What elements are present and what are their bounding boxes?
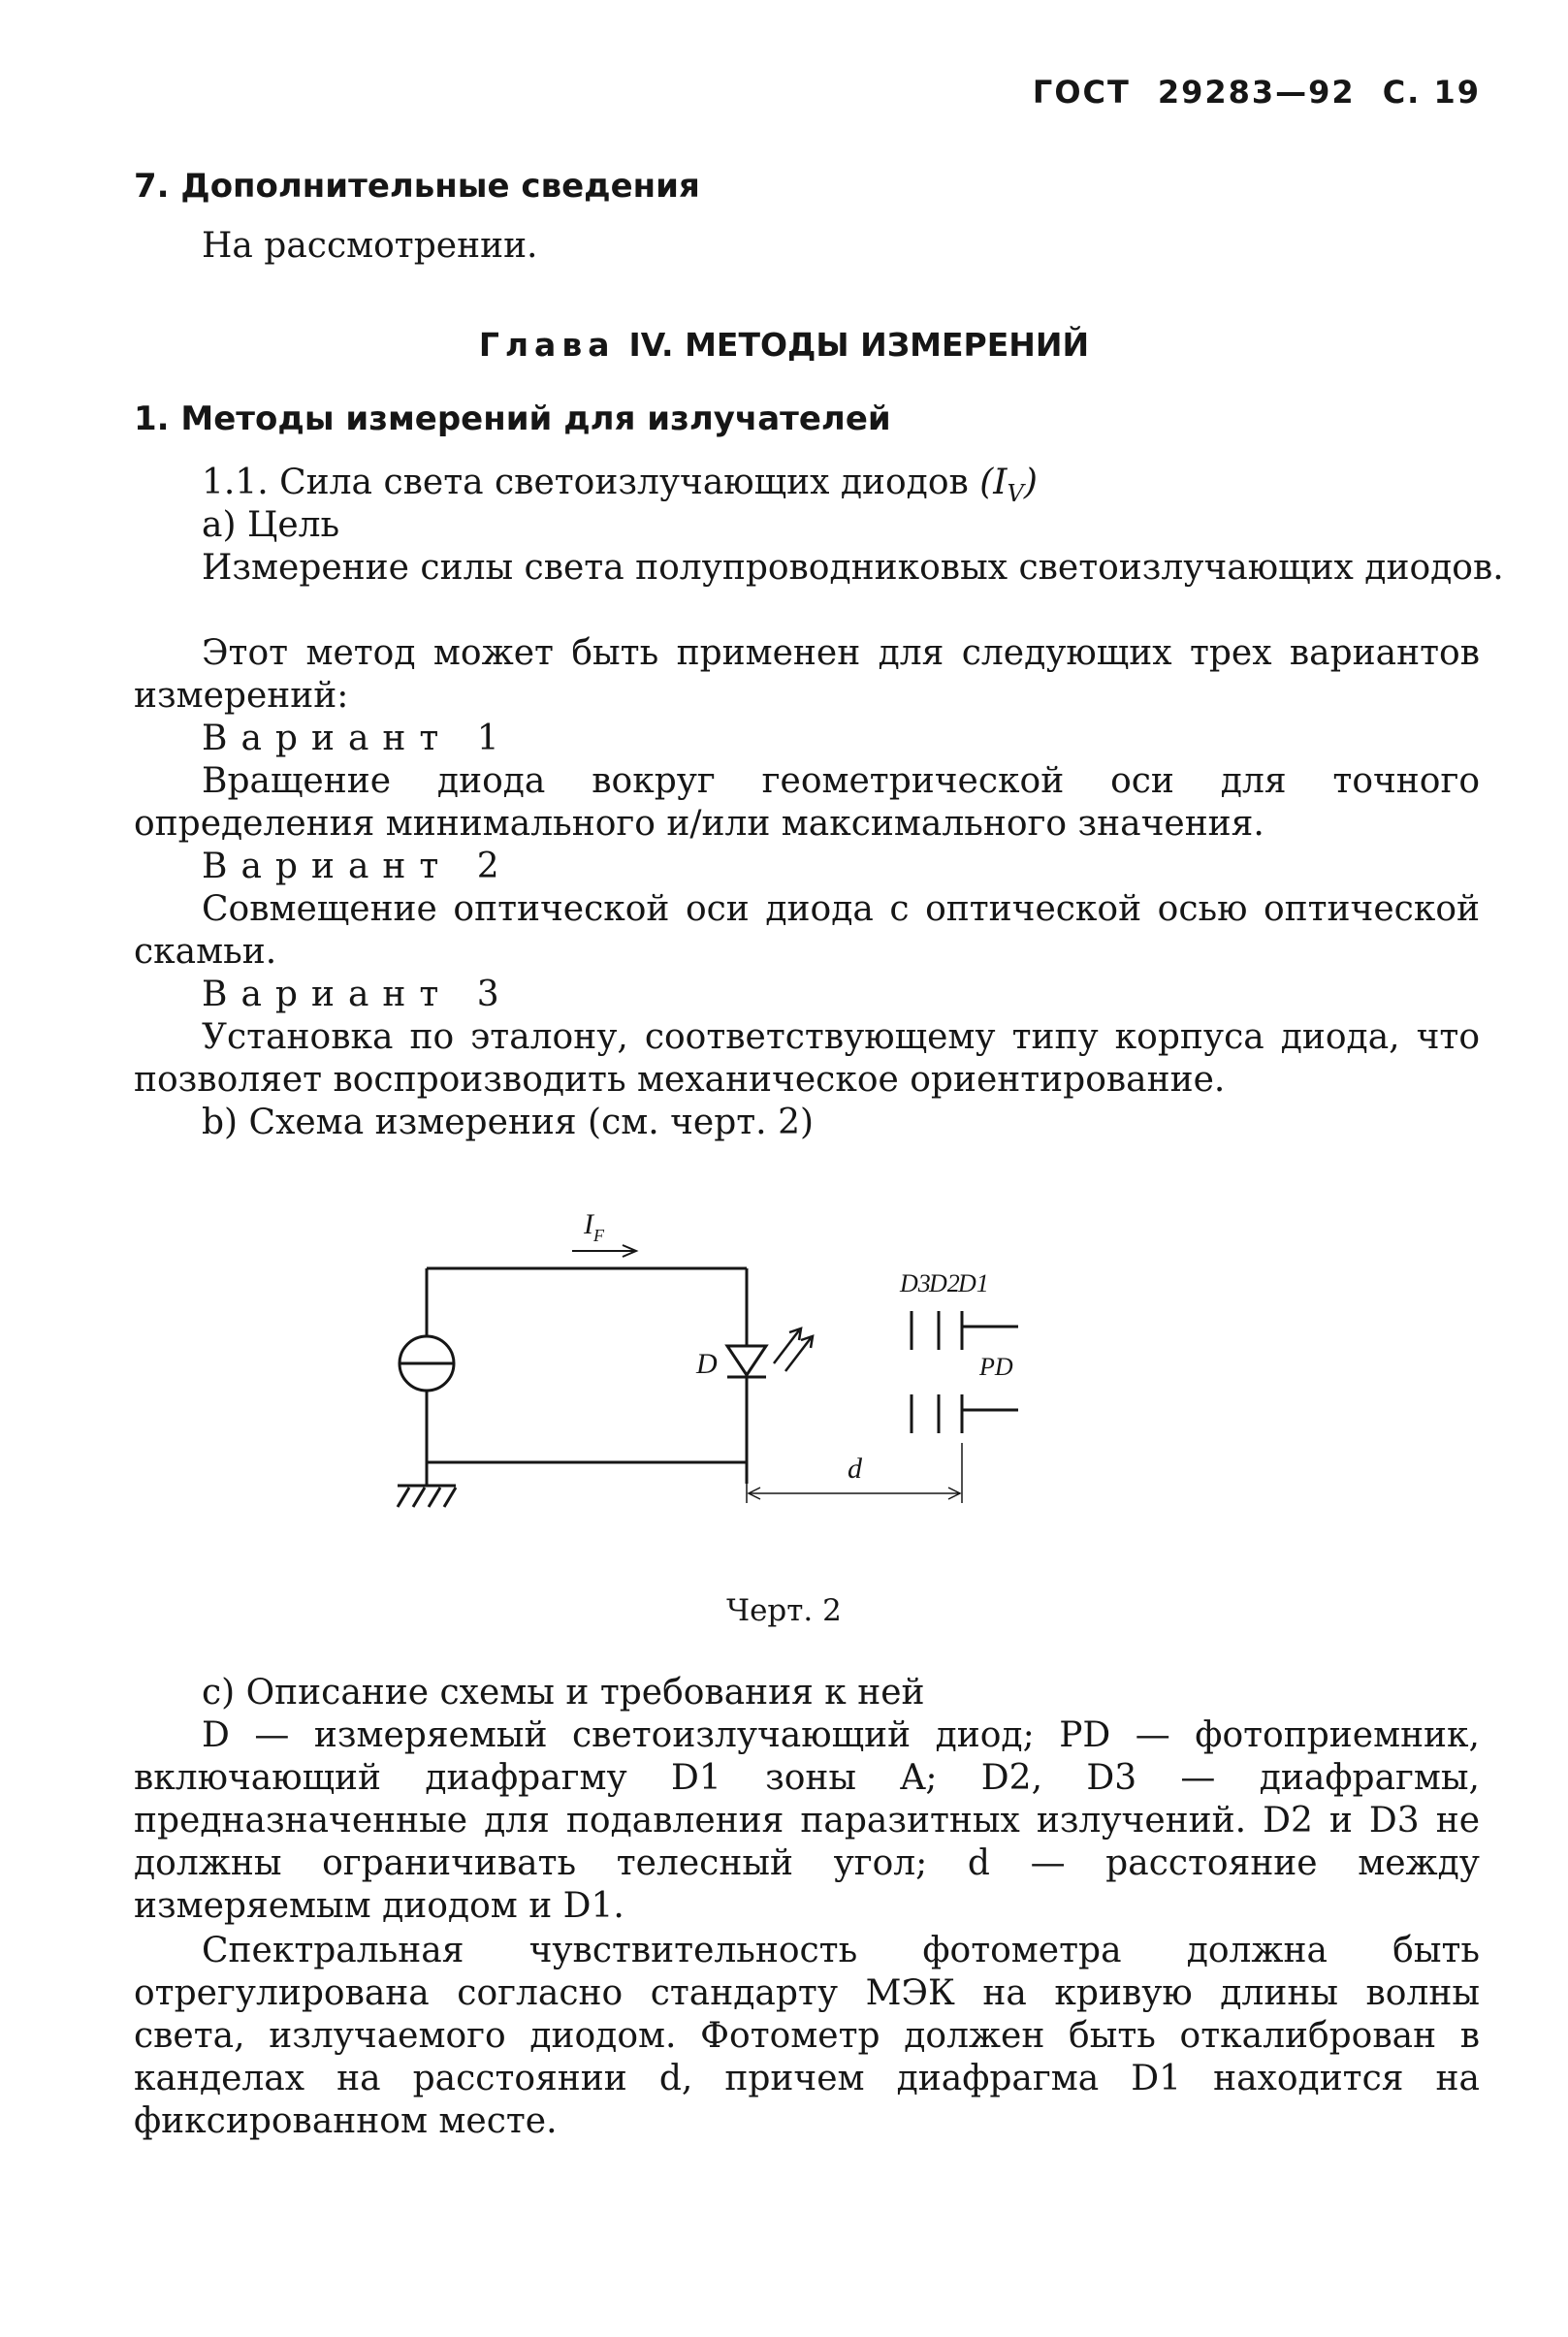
part-a-p1-text: Измерение силы света полупроводниковых светоизлучающих диодов. [202, 548, 1504, 588]
part-a-label: а) Цель [202, 505, 340, 545]
variant-1-text: Вращение диода вокруг геометрической оси для точного определения минимального и/или максимального значения. [134, 761, 1480, 844]
item-1-1-text: 1.1. Сила света светоизлучающих диодов [202, 463, 969, 502]
distance-label: d [848, 1453, 862, 1485]
part-c-label: с) Описание схемы и требования к ней [202, 1673, 925, 1713]
standard-label: ГОСТ [1032, 74, 1131, 111]
standard-number: 29283—92 [1157, 74, 1356, 111]
current-label [583, 1208, 605, 1245]
page-number: С. 19 [1382, 74, 1481, 111]
variant-3-text: Установка по эталону, соответствующему типу корпуса диода, что позволяет воспроизводить механическое ориентирование. [134, 1017, 1480, 1100]
part-c-paragraph-1: D — измеряемый светоизлучающий диод; PD — фотоприемник, включающий диафрагму D1 зоны A; D2, D3 — диафрагмы, предназначенные для подавления паразитных излучений. D2 и D3 не должны ограничивать телесный угол; d — расстояние между измеряемым диодом и D1. [134, 1715, 1480, 1926]
variant-2-text: Совмещение оптической оси диода с оптической осью оптической скамьи. [134, 889, 1480, 972]
measurement-circuit-diagram [368, 1191, 1241, 1550]
chapter-heading [0, 326, 1568, 364]
diode-label: D [696, 1348, 718, 1380]
diode-icon [727, 1346, 766, 1375]
chapter-prefix: Глава [478, 326, 616, 364]
part-a-paragraph-1 [134, 547, 1548, 590]
figure-caption: Черт. 2 [726, 1593, 842, 1628]
current-label-main: I [584, 1208, 593, 1240]
section-1-title: 1. Методы измерений для излучателей [134, 400, 891, 438]
running-header [1006, 74, 1481, 111]
current-label-sub: F [593, 1226, 604, 1245]
chapter-title: IV. МЕТОДЫ ИЗМЕРЕНИЙ [628, 326, 1090, 364]
section-7-body: На рассмотрении. [202, 226, 538, 266]
variant-3-label: Вариант 3 [202, 975, 513, 1014]
item-1-1-symbol: (I [979, 463, 1008, 502]
item-1-1-symbol-close: ) [1023, 463, 1038, 502]
part-b-label: b) Схема измерения (см. черт. 2) [202, 1103, 815, 1142]
section-7-title: 7. Дополнительные сведения [134, 167, 700, 206]
part-a-p2-text: Этот метод может быть применен для следующих трех вариантов измерений: [134, 633, 1480, 716]
variant-1-label: Вариант 1 [202, 719, 513, 758]
photodetector-label: PD [979, 1353, 1013, 1381]
diaphragm-d3-label: D3 [900, 1269, 931, 1297]
diaphragm-d2-label: D2 [929, 1269, 960, 1297]
item-1-1-symbol-sub: V [1007, 480, 1024, 508]
diaphragm-d1-label: D1 [958, 1269, 989, 1297]
part-c-paragraph-2: Спектральная чувствительность фотометра должна быть отрегулирована согласно стандарту МЭК на кривую длины волны света, излучаемого диодом. Фотометр должен быть откалиброван в канделах на расстоянии d, причем диафрагма D1 находится на фиксированном месте. [134, 1931, 1480, 2141]
part-a-paragraph-2 [134, 632, 1480, 718]
variant-2-label: Вариант 2 [202, 847, 513, 886]
